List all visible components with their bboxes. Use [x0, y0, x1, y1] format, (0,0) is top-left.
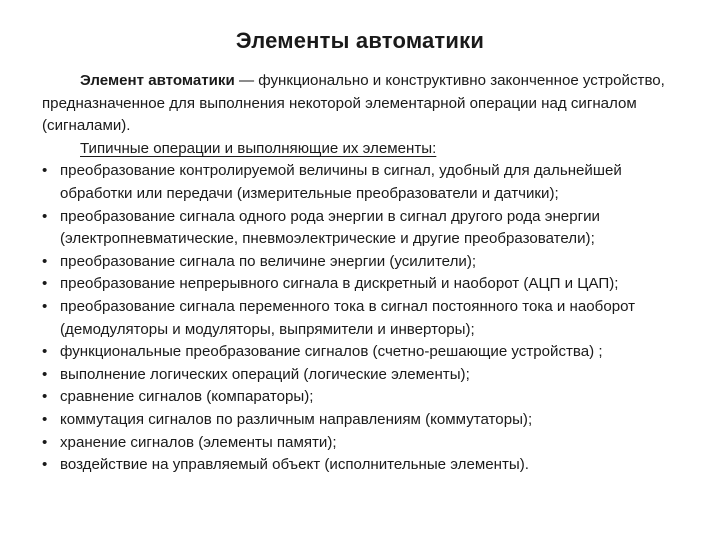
- bullet-icon: •: [42, 252, 48, 270]
- list-item: [42, 160, 692, 205]
- list-item-text: коммутация сигналов по различным направлениям (коммутаторы);: [60, 410, 533, 428]
- list-item-text: преобразование сигнала по величине энергии (усилители);: [60, 252, 477, 270]
- bullet-icon: •: [42, 207, 48, 225]
- list-item-text: выполнение логических операций (логические элементы);: [60, 365, 470, 383]
- bullet-icon: •: [42, 297, 48, 315]
- list-item: [42, 296, 692, 341]
- slide-body: [42, 70, 692, 477]
- bullet-icon: •: [42, 162, 48, 180]
- bullet-icon: •: [42, 275, 48, 293]
- bullet-icon: •: [42, 388, 48, 406]
- list-item-text: сравнение сигналов (компараторы);: [60, 388, 314, 406]
- list-item: [42, 432, 692, 455]
- slide-title: Элементы автоматики: [235, 28, 485, 53]
- list-item-text: преобразование непрерывного сигнала в дискретный и наоборот (АЦП и ЦАП);: [60, 275, 619, 293]
- definition-text: — функционально и конструктивно законченное устройство, предназначенное для выполнения некоторой элементарной операции над сигналом (сигналами).: [42, 72, 665, 135]
- list-item: [42, 454, 692, 477]
- list-item: [42, 364, 692, 387]
- definition-paragraph: [42, 70, 692, 138]
- bullet-icon: •: [42, 433, 48, 451]
- list-item: [42, 251, 692, 274]
- list-item-text: преобразование сигнала одного рода энергии в сигнал другого рода энергии (электропневматические, пневмоэлектрические и другие преобразователи);: [60, 207, 600, 248]
- list-item: [42, 341, 692, 364]
- definition-term: Элемент автоматики: [80, 72, 235, 89]
- list-item: [42, 273, 692, 296]
- list-item-text: функциональные преобразование сигналов (счетно-решающие устройства) ;: [60, 343, 603, 361]
- list-item-text: хранение сигналов (элементы памяти);: [60, 433, 337, 451]
- bullet-icon: •: [42, 343, 48, 361]
- bullet-icon: •: [42, 410, 48, 428]
- operations-list: [42, 160, 692, 476]
- list-item-text: преобразование контролируемой величины в сигнал, удобный для дальнейшей обработки или передачи (измерительные преобразователи и датчики);: [60, 162, 622, 202]
- list-item: [42, 386, 692, 409]
- list-item: [42, 409, 692, 432]
- bullet-icon: •: [42, 456, 48, 474]
- list-item-text: воздействие на управляемый объект (исполнительные элементы).: [60, 456, 529, 474]
- list-item: [42, 206, 692, 251]
- operations-subheading: Типичные операции и выполняющие их элементы:: [80, 139, 437, 157]
- list-item-text: преобразование сигнала переменного тока в сигнал постоянного тока и наоборот (демодуляторы и модуляторы, выпрямители и инверторы);: [60, 297, 636, 338]
- bullet-icon: •: [42, 365, 48, 383]
